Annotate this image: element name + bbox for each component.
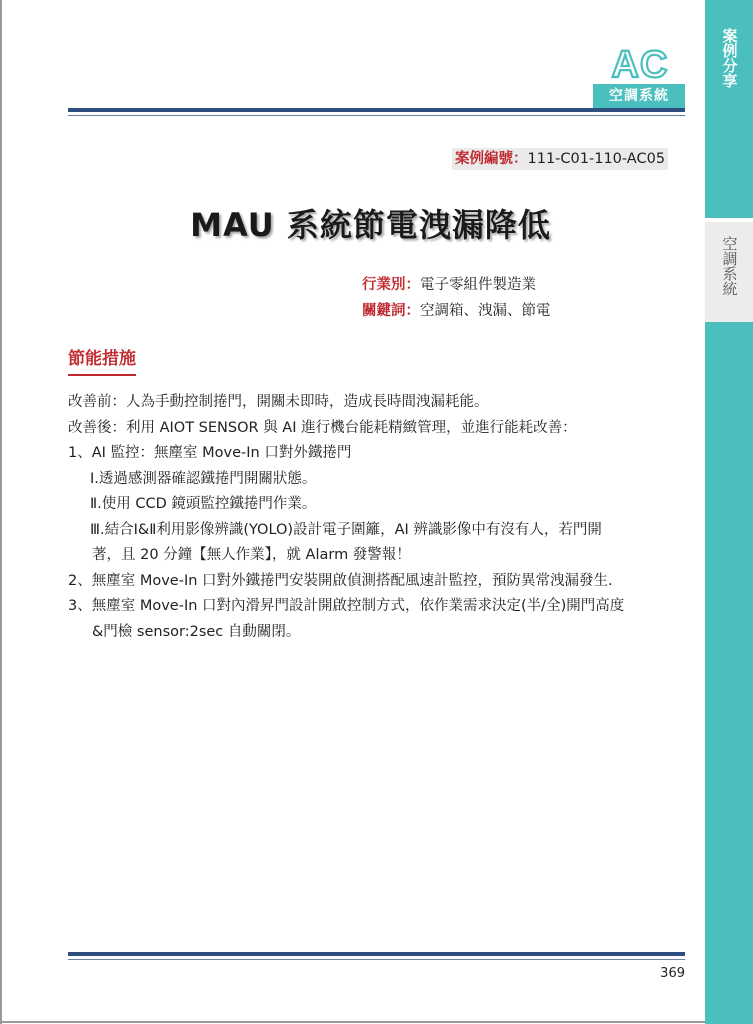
sidebar-tab-case-sharing-label: 案例分享 bbox=[720, 28, 739, 88]
sidebar-tab-case-sharing[interactable] bbox=[705, 28, 753, 88]
sub-item-i: Ⅰ.透過感測器確認鐵捲門開關狀態。 bbox=[90, 470, 317, 487]
sub-item-ii: Ⅱ.使用 CCD 鏡頭監控鐵捲門作業。 bbox=[90, 496, 317, 512]
ac-logo-graphic bbox=[596, 44, 684, 82]
list-item-1: 1、AI 監控：無塵室 Move-In 口對外鐵捲門 bbox=[68, 445, 352, 461]
case-id bbox=[452, 148, 668, 170]
header-rule bbox=[68, 108, 685, 118]
page-title: MAU 系統節電洩漏降低 bbox=[190, 206, 551, 244]
industry-row bbox=[362, 274, 536, 296]
ac-logo bbox=[596, 44, 684, 82]
case-id-value: 111-C01-110-AC05 bbox=[527, 151, 666, 167]
list-item-3-cont: &門檢 sensor:2sec 自動關閉。 bbox=[92, 623, 301, 640]
case-id-label: 案例編號： bbox=[455, 151, 528, 167]
page-left-border bbox=[0, 0, 2, 1024]
keywords-value: 空調箱、洩漏、節電 bbox=[420, 303, 551, 319]
section-heading: 節能措施 bbox=[68, 347, 136, 376]
sub-item-iii-cont: 著，且 20 分鐘【無人作業】，就 Alarm 發警報！ bbox=[92, 547, 411, 563]
page-number: 369 bbox=[660, 966, 685, 981]
side-bar bbox=[705, 0, 753, 1024]
keywords-row bbox=[362, 300, 551, 322]
page-bottom-border bbox=[0, 1021, 705, 1023]
industry-value: 電子零組件製造業 bbox=[420, 277, 536, 293]
category-badge: 空調系統 bbox=[593, 84, 685, 108]
footer-rule bbox=[68, 952, 685, 962]
keywords-label: 關鍵詞： bbox=[362, 303, 420, 319]
body-line-after: 改善後：利用 AIOT SENSOR 與 AI 進行機台能耗精緻管理，並進行能耗改善： bbox=[68, 419, 577, 436]
list-item-3: 3、無塵室 Move-In 口對內滑昇門設計開啟控制方式，依作業需求決定(半/全)開門高度 bbox=[68, 598, 625, 614]
ac-logo-text: AC bbox=[611, 44, 669, 82]
body-text bbox=[68, 390, 688, 645]
body-line-before: 改善前：人為手動控制捲門，開關未即時，造成長時間洩漏耗能。 bbox=[68, 394, 489, 410]
list-item-2: 2、無塵室 Move-In 口對外鐵捲門安裝開啟偵測搭配風速計監控，預防異常洩漏發生. bbox=[68, 572, 613, 589]
sub-item-iii: Ⅲ.結合Ⅰ&Ⅱ利用影像辨識(YOLO)設計電子圍籬，AI 辨識影像中有沒有人，若門開 bbox=[90, 521, 602, 538]
industry-label: 行業別： bbox=[362, 277, 420, 293]
sidebar-tab-hvac-label: 空調系統 bbox=[720, 236, 739, 296]
